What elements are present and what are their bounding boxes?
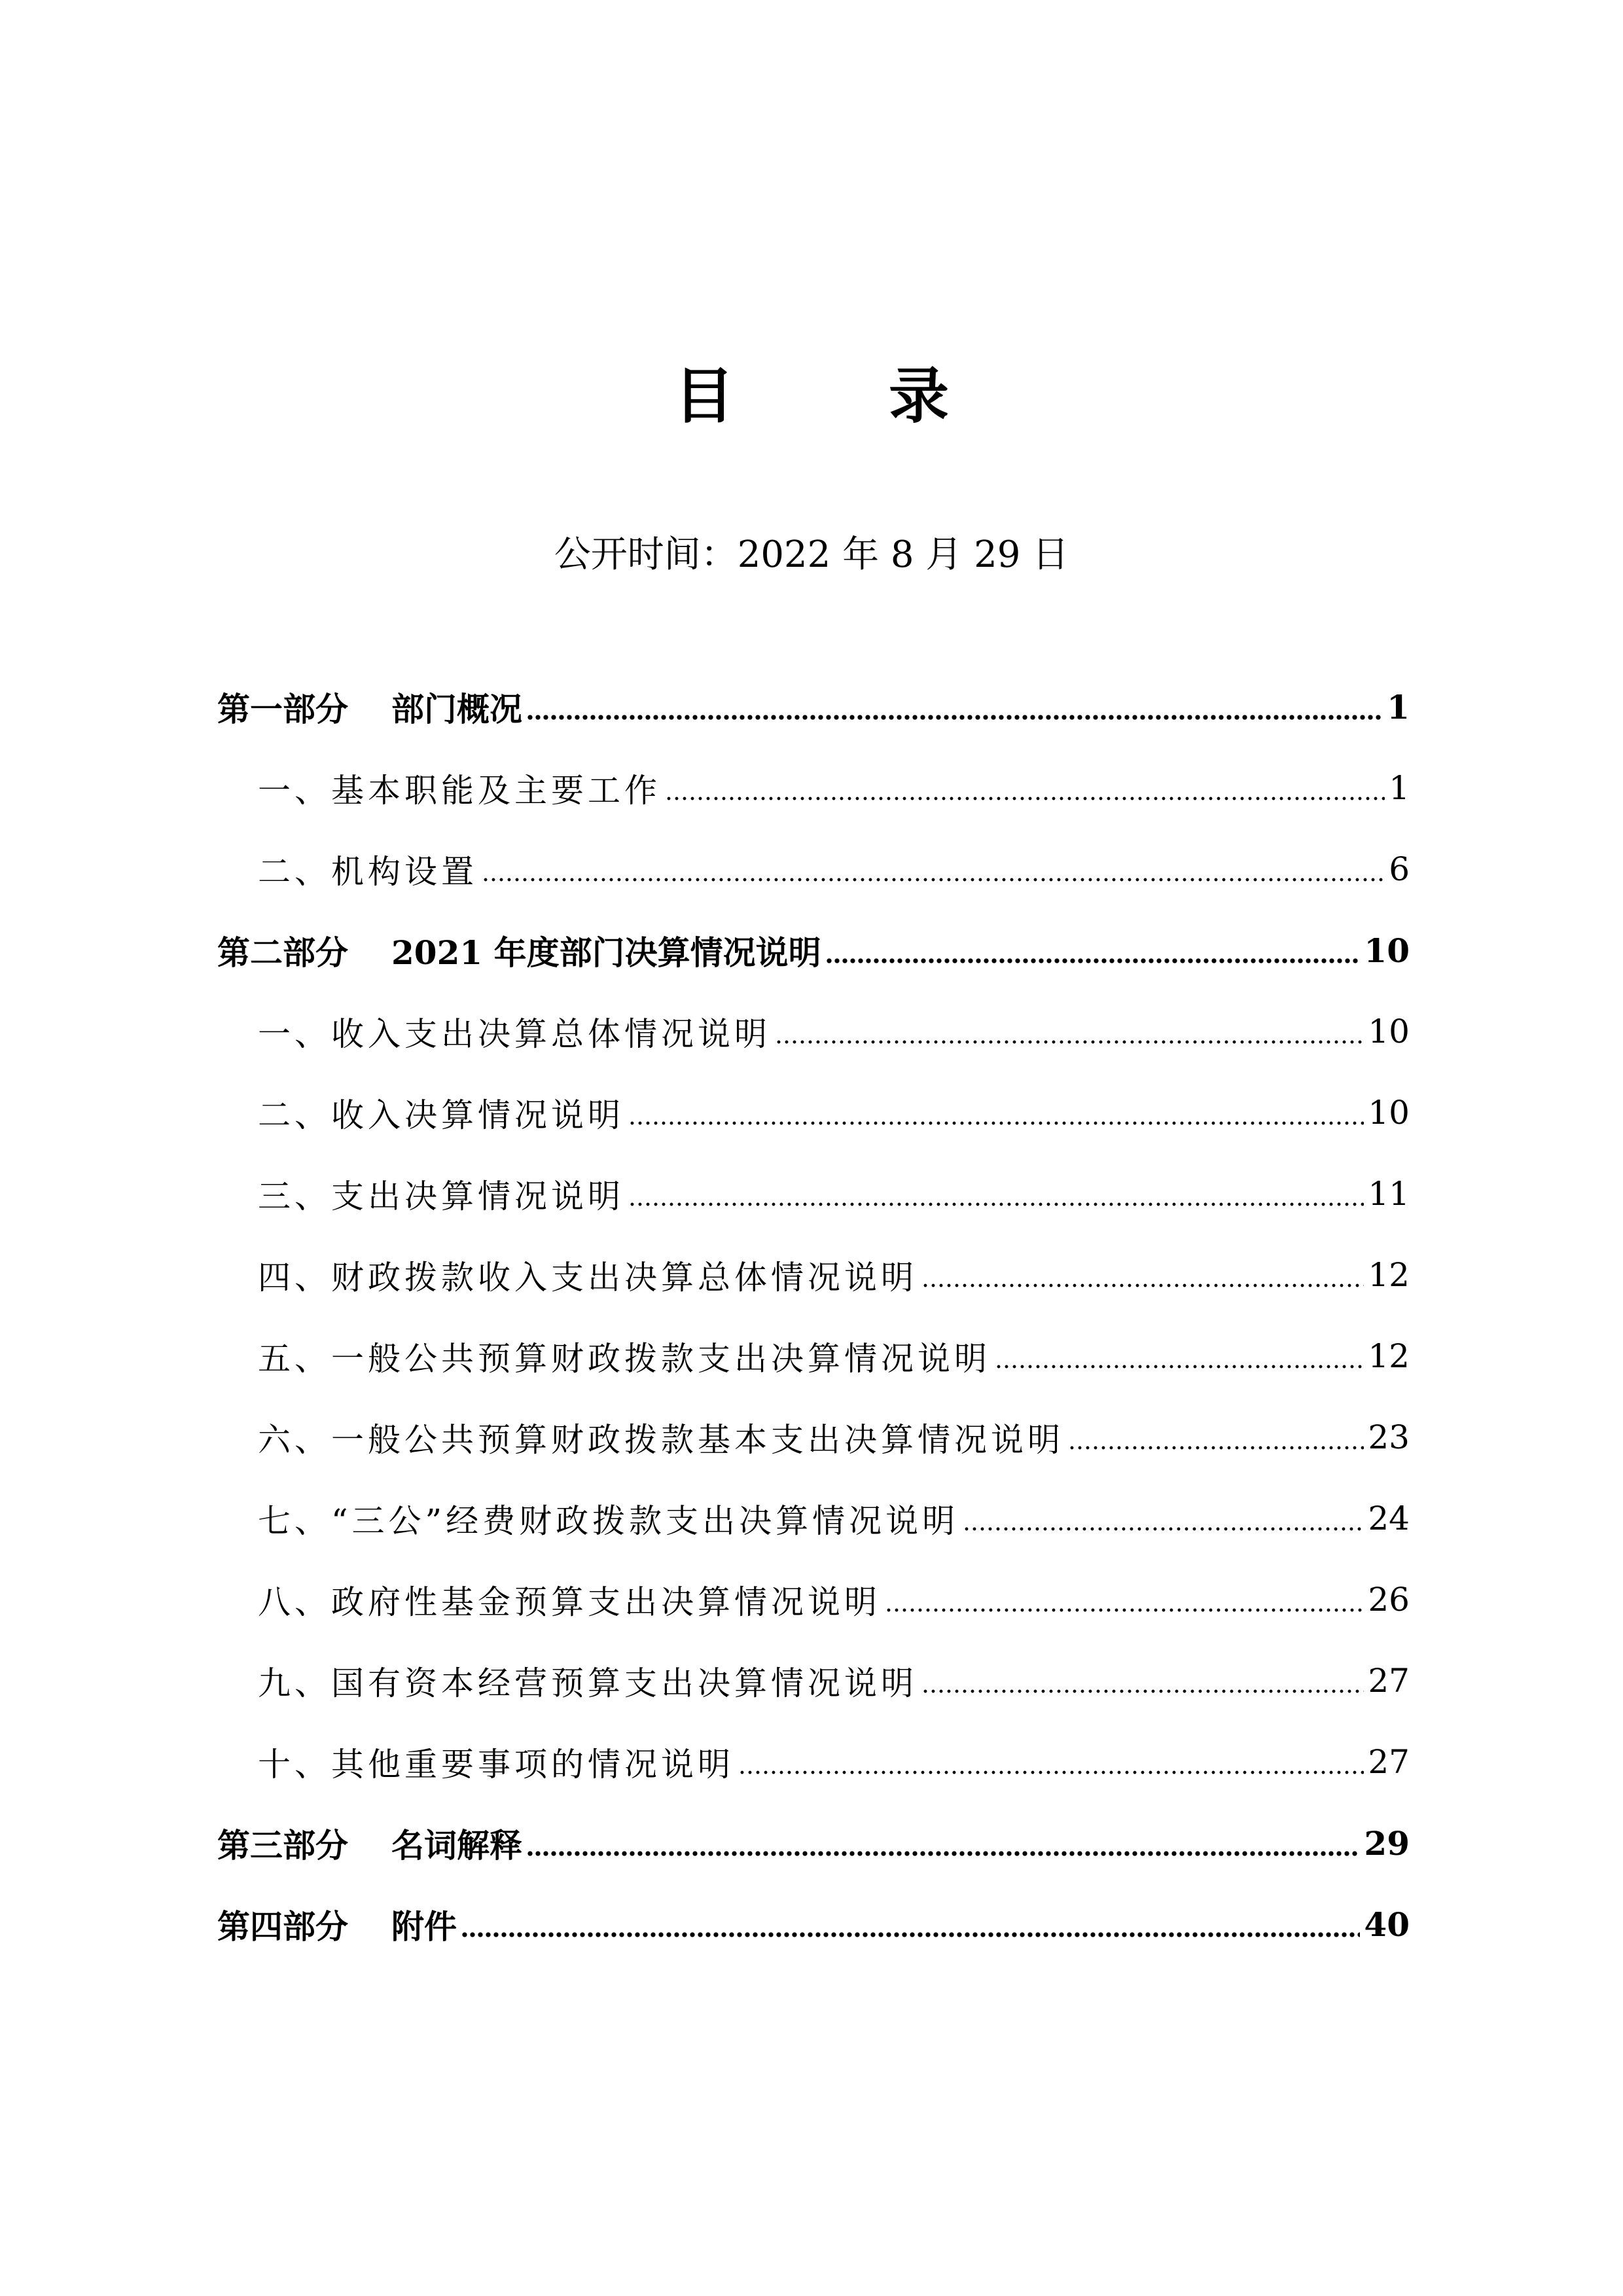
toc-page-number: 27 bbox=[1368, 1662, 1410, 1700]
toc-entry-label: 三、支出决算情况说明 bbox=[258, 1177, 624, 1215]
toc-entry[interactable] bbox=[217, 1234, 1410, 1316]
toc-leader-dots bbox=[526, 1850, 1360, 1857]
toc-entry-label: 四、财政拨款收入支出决算总体情况说明 bbox=[258, 1259, 918, 1297]
toc-leader-dots bbox=[628, 1200, 1364, 1208]
toc-entry-label: 二、机构设置 bbox=[258, 853, 478, 891]
publish-date: 公开时间：2022 年 8 月 29 日 bbox=[554, 533, 1069, 576]
toc-entry-label: 十、其他重要事项的情况说明 bbox=[258, 1746, 734, 1784]
toc-entry[interactable] bbox=[217, 1478, 1410, 1559]
toc-leader-dots bbox=[1068, 1444, 1364, 1452]
table-of-contents bbox=[217, 666, 1410, 1965]
toc-entry-label: 七、“三公”经费财政拨款支出决算情况说明 bbox=[258, 1502, 959, 1540]
page-title: 目 录 bbox=[673, 361, 996, 431]
toc-leader-dots bbox=[738, 1768, 1364, 1776]
toc-entry[interactable] bbox=[217, 1316, 1410, 1397]
toc-page-number: 12 bbox=[1368, 1337, 1410, 1375]
toc-page-number: 24 bbox=[1368, 1499, 1410, 1537]
toc-entry-label: 五、一般公共预算财政拨款支出决算情况说明 bbox=[258, 1340, 991, 1378]
toc-entry[interactable] bbox=[217, 747, 1410, 829]
toc-entry-label: 2021 年度部门决算情况说明 bbox=[391, 933, 821, 972]
toc-page-number: 1 bbox=[1387, 687, 1410, 726]
toc-entry[interactable] bbox=[217, 1559, 1410, 1640]
toc-page-number: 10 bbox=[1368, 1013, 1410, 1050]
toc-leader-dots bbox=[628, 1119, 1364, 1127]
toc-entry-part-2[interactable] bbox=[217, 910, 1410, 991]
toc-leader-dots bbox=[995, 1363, 1364, 1371]
toc-entry[interactable] bbox=[217, 1640, 1410, 1721]
toc-page-number: 27 bbox=[1368, 1743, 1410, 1781]
toc-page-number: 10 bbox=[1364, 931, 1410, 970]
toc-entry-part-4[interactable] bbox=[217, 1884, 1410, 1965]
toc-entry[interactable] bbox=[217, 829, 1410, 910]
toc-entry[interactable] bbox=[217, 1072, 1410, 1153]
toc-page-number: 23 bbox=[1368, 1418, 1410, 1456]
toc-leader-dots bbox=[885, 1606, 1364, 1614]
toc-entry-label: 附件 bbox=[391, 1907, 457, 1946]
toc-entry-label: 名词解释 bbox=[391, 1826, 522, 1865]
toc-page-number: 26 bbox=[1368, 1581, 1410, 1619]
toc-entry-label: 九、国有资本经营预算支出决算情况说明 bbox=[258, 1664, 918, 1702]
toc-page-number: 29 bbox=[1364, 1823, 1410, 1863]
toc-part-number: 第四部分 bbox=[217, 1907, 348, 1946]
toc-entry-label: 六、一般公共预算财政拨款基本支出决算情况说明 bbox=[258, 1421, 1064, 1459]
toc-entry[interactable] bbox=[217, 1397, 1410, 1478]
toc-leader-dots bbox=[482, 876, 1385, 884]
toc-leader-dots bbox=[825, 957, 1361, 965]
toc-entry[interactable] bbox=[217, 1153, 1410, 1234]
toc-leader-dots bbox=[461, 1931, 1360, 1939]
toc-leader-dots bbox=[963, 1525, 1364, 1533]
toc-part-number: 第二部分 bbox=[217, 933, 348, 972]
toc-entry-label: 八、政府性基金预算支出决算情况说明 bbox=[258, 1583, 881, 1621]
toc-page-number: 1 bbox=[1389, 769, 1410, 807]
toc-entry-label: 一、收入支出决算总体情况说明 bbox=[258, 1015, 771, 1053]
toc-part-number: 第一部分 bbox=[217, 690, 348, 728]
toc-entry[interactable] bbox=[217, 991, 1410, 1072]
toc-page-number: 40 bbox=[1364, 1905, 1410, 1944]
toc-part-number: 第三部分 bbox=[217, 1826, 348, 1865]
toc-page-number: 11 bbox=[1368, 1175, 1410, 1213]
toc-leader-dots bbox=[921, 1687, 1364, 1695]
toc-page-number: 6 bbox=[1389, 850, 1410, 888]
toc-entry-label: 二、收入决算情况说明 bbox=[258, 1096, 624, 1134]
toc-page-number: 10 bbox=[1368, 1094, 1410, 1132]
toc-entry-label: 一、基本职能及主要工作 bbox=[258, 772, 661, 810]
toc-leader-dots bbox=[775, 1038, 1364, 1046]
toc-entry-label: 部门概况 bbox=[391, 690, 522, 728]
toc-leader-dots bbox=[921, 1282, 1364, 1289]
toc-leader-dots bbox=[526, 713, 1383, 721]
toc-page-number: 12 bbox=[1368, 1256, 1410, 1294]
toc-leader-dots bbox=[665, 795, 1385, 802]
toc-entry[interactable] bbox=[217, 1721, 1410, 1803]
toc-entry-part-1[interactable] bbox=[217, 666, 1410, 747]
toc-entry-part-3[interactable] bbox=[217, 1803, 1410, 1884]
